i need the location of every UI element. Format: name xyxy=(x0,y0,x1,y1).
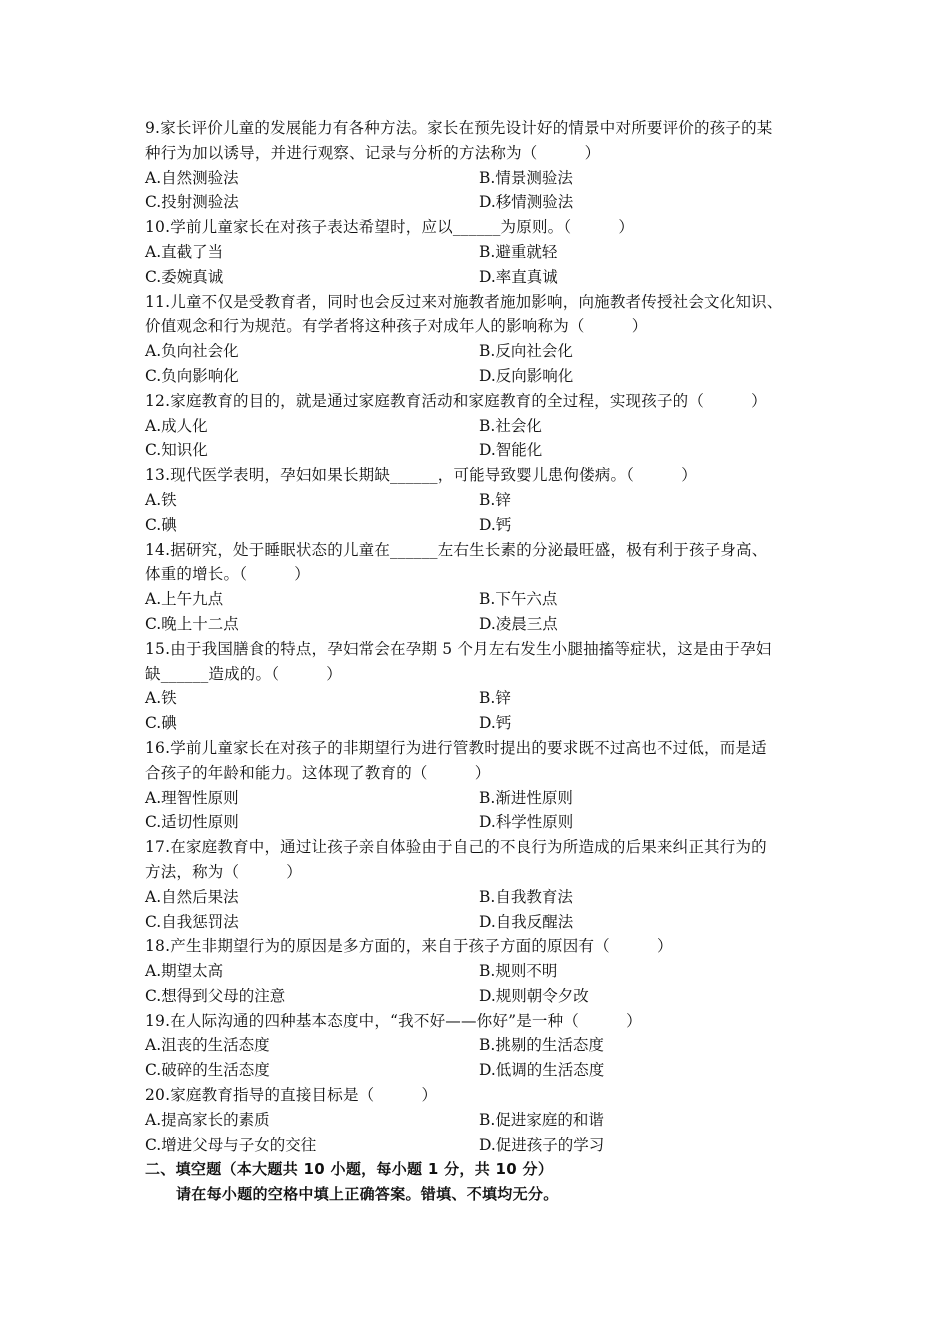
option-d: D.移情测验法 xyxy=(479,193,574,212)
option-row xyxy=(145,414,809,439)
option-a: A.期望太高 xyxy=(145,962,224,981)
question-20 xyxy=(145,1083,809,1157)
question-17 xyxy=(145,835,809,934)
option-a: A.铁 xyxy=(145,490,177,509)
option-d: D.率直真诚 xyxy=(479,267,558,286)
question-18 xyxy=(145,934,809,1008)
question-stem: 11.儿童不仅是受教育者，同时也会反过来对施教者施加影响，向施教者传授社会文化知识、 价值观念和行为规范。有学者将这种孩子对成年人的影响称为（ ） xyxy=(145,292,783,336)
option-d: D.智能化 xyxy=(479,441,543,460)
option-b: B.下午六点 xyxy=(479,590,558,609)
option-a: A.提高家长的素质 xyxy=(145,1110,270,1129)
question-stem: 18.产生非期望行为的原因是多方面的，来自于孩子方面的原因有（ ） xyxy=(145,937,673,956)
question-15 xyxy=(145,637,809,736)
option-row xyxy=(145,513,809,538)
option-d: D.凌晨三点 xyxy=(479,614,558,633)
option-c: C.负向影响化 xyxy=(145,366,239,385)
option-b: B.渐进性原则 xyxy=(479,788,573,807)
question-stem: 17.在家庭教育中，通过让孩子亲自体验由于自己的不良行为所造成的后果来纠正其行为的 方法，称为（ ） xyxy=(145,838,767,881)
option-a: A.直截了当 xyxy=(145,242,224,261)
option-d: D.钙 xyxy=(479,515,512,534)
option-row xyxy=(145,959,809,984)
question-10 xyxy=(145,215,809,289)
option-row xyxy=(145,364,809,389)
option-row xyxy=(145,240,809,265)
option-a: A.负向社会化 xyxy=(145,342,239,361)
question-stem: 10.学前儿童家长在对孩子表达希望时，应以______为原则。（ ） xyxy=(145,218,635,237)
option-c: C.增进父母与子女的交往 xyxy=(145,1135,317,1154)
option-b: B.促进家庭的和谐 xyxy=(479,1110,604,1129)
option-b: B.避重就轻 xyxy=(479,242,558,261)
question-12 xyxy=(145,389,809,463)
option-d: D.促进孩子的学习 xyxy=(479,1135,605,1154)
option-d: D.低调的生活态度 xyxy=(479,1061,605,1080)
question-stem: 16.学前儿童家长在对孩子的非期望行为进行管教时提出的要求既不过高也不过低，而是适 合孩子的年龄和能力。这体现了教育的（ ） xyxy=(145,738,767,782)
option-row xyxy=(145,1058,809,1083)
section-heading: 二、填空题（本大题共 10 小题，每小题 1 分，共 10 分） xyxy=(145,1160,554,1179)
option-row xyxy=(145,786,809,811)
option-c: C.委婉真诚 xyxy=(145,267,224,286)
option-d: D.科学性原则 xyxy=(479,813,574,832)
question-9 xyxy=(145,116,809,215)
option-d: D.规则朝令夕改 xyxy=(479,986,589,1005)
question-11 xyxy=(145,290,809,389)
option-a: A.成人化 xyxy=(145,416,208,435)
option-row xyxy=(145,910,809,935)
section-instruction: 请在每小题的空格中填上正确答案。错填、不填均无分。 xyxy=(176,1185,559,1204)
option-row xyxy=(145,587,809,612)
option-a: A.自然测验法 xyxy=(145,168,239,187)
option-c: C.晚上十二点 xyxy=(145,614,239,633)
option-c: C.想得到父母的注意 xyxy=(145,986,286,1005)
option-row xyxy=(145,166,809,191)
question-stem: 9.家长评价儿童的发展能力有各种方法。家长在预先设计好的情景中对所要评价的孩子的某 种行为加以诱导，并进行观察、记录与分析的方法称为（ ） xyxy=(145,119,773,162)
question-13 xyxy=(145,463,809,537)
option-d: D.反向影响化 xyxy=(479,366,574,385)
option-row xyxy=(145,1108,809,1133)
option-b: B.反向社会化 xyxy=(479,342,573,361)
option-c: C.碘 xyxy=(145,714,177,733)
option-row xyxy=(145,810,809,835)
option-row xyxy=(145,265,809,290)
option-row xyxy=(145,339,809,364)
option-row xyxy=(145,984,809,1009)
option-row xyxy=(145,885,809,910)
question-stem: 14.据研究，处于睡眠状态的儿童在______左右生长素的分泌最旺盛，极有利于孩子身高、 体重的增长。（ ） xyxy=(145,540,768,584)
question-19 xyxy=(145,1009,809,1083)
option-a: A.铁 xyxy=(145,689,177,708)
option-row xyxy=(145,686,809,711)
option-b: B.社会化 xyxy=(479,416,542,435)
option-b: B.规则不明 xyxy=(479,962,558,981)
option-a: A.沮丧的生活态度 xyxy=(145,1036,270,1055)
option-b: B.挑剔的生活态度 xyxy=(479,1036,604,1055)
option-c: C.破碎的生活态度 xyxy=(145,1061,270,1080)
option-c: C.自我惩罚法 xyxy=(145,912,239,931)
question-16 xyxy=(145,736,809,835)
option-row xyxy=(145,612,809,637)
option-row xyxy=(145,711,809,736)
option-a: A.自然后果法 xyxy=(145,887,239,906)
option-a: A.理智性原则 xyxy=(145,788,239,807)
option-row xyxy=(145,488,809,513)
option-b: B.锌 xyxy=(479,689,511,708)
question-stem: 20.家庭教育指导的直接目标是（ ） xyxy=(145,1086,438,1105)
option-row xyxy=(145,438,809,463)
option-c: C.碘 xyxy=(145,515,177,534)
question-14 xyxy=(145,538,809,637)
option-row xyxy=(145,1033,809,1058)
option-c: C.知识化 xyxy=(145,441,208,460)
option-c: C.投射测验法 xyxy=(145,193,239,212)
option-b: B.锌 xyxy=(479,490,511,509)
option-row xyxy=(145,1133,809,1158)
option-d: D.自我反醒法 xyxy=(479,912,574,931)
option-b: B.自我教育法 xyxy=(479,887,573,906)
option-row xyxy=(145,190,809,215)
option-c: C.适切性原则 xyxy=(145,813,239,832)
question-stem: 15.由于我国膳食的特点，孕妇常会在孕期 5 个月左右发生小腿抽搐等症状，这是由于孕妇 缺______造成的。（ ） xyxy=(145,639,772,683)
question-stem: 19.在人际沟通的四种基本态度中，“我不好——你好”是一种（ ） xyxy=(145,1011,642,1030)
question-stem: 13.现代医学表明，孕妇如果长期缺______，可能导致婴儿患佝偻病。（ ） xyxy=(145,466,697,485)
option-b: B.情景测验法 xyxy=(479,168,573,187)
option-a: A.上午九点 xyxy=(145,590,224,609)
option-d: D.钙 xyxy=(479,714,512,733)
exam-content xyxy=(145,116,809,1207)
question-stem: 12.家庭教育的目的，就是通过家庭教育活动和家庭教育的全过程，实现孩子的（ ） xyxy=(145,391,767,410)
